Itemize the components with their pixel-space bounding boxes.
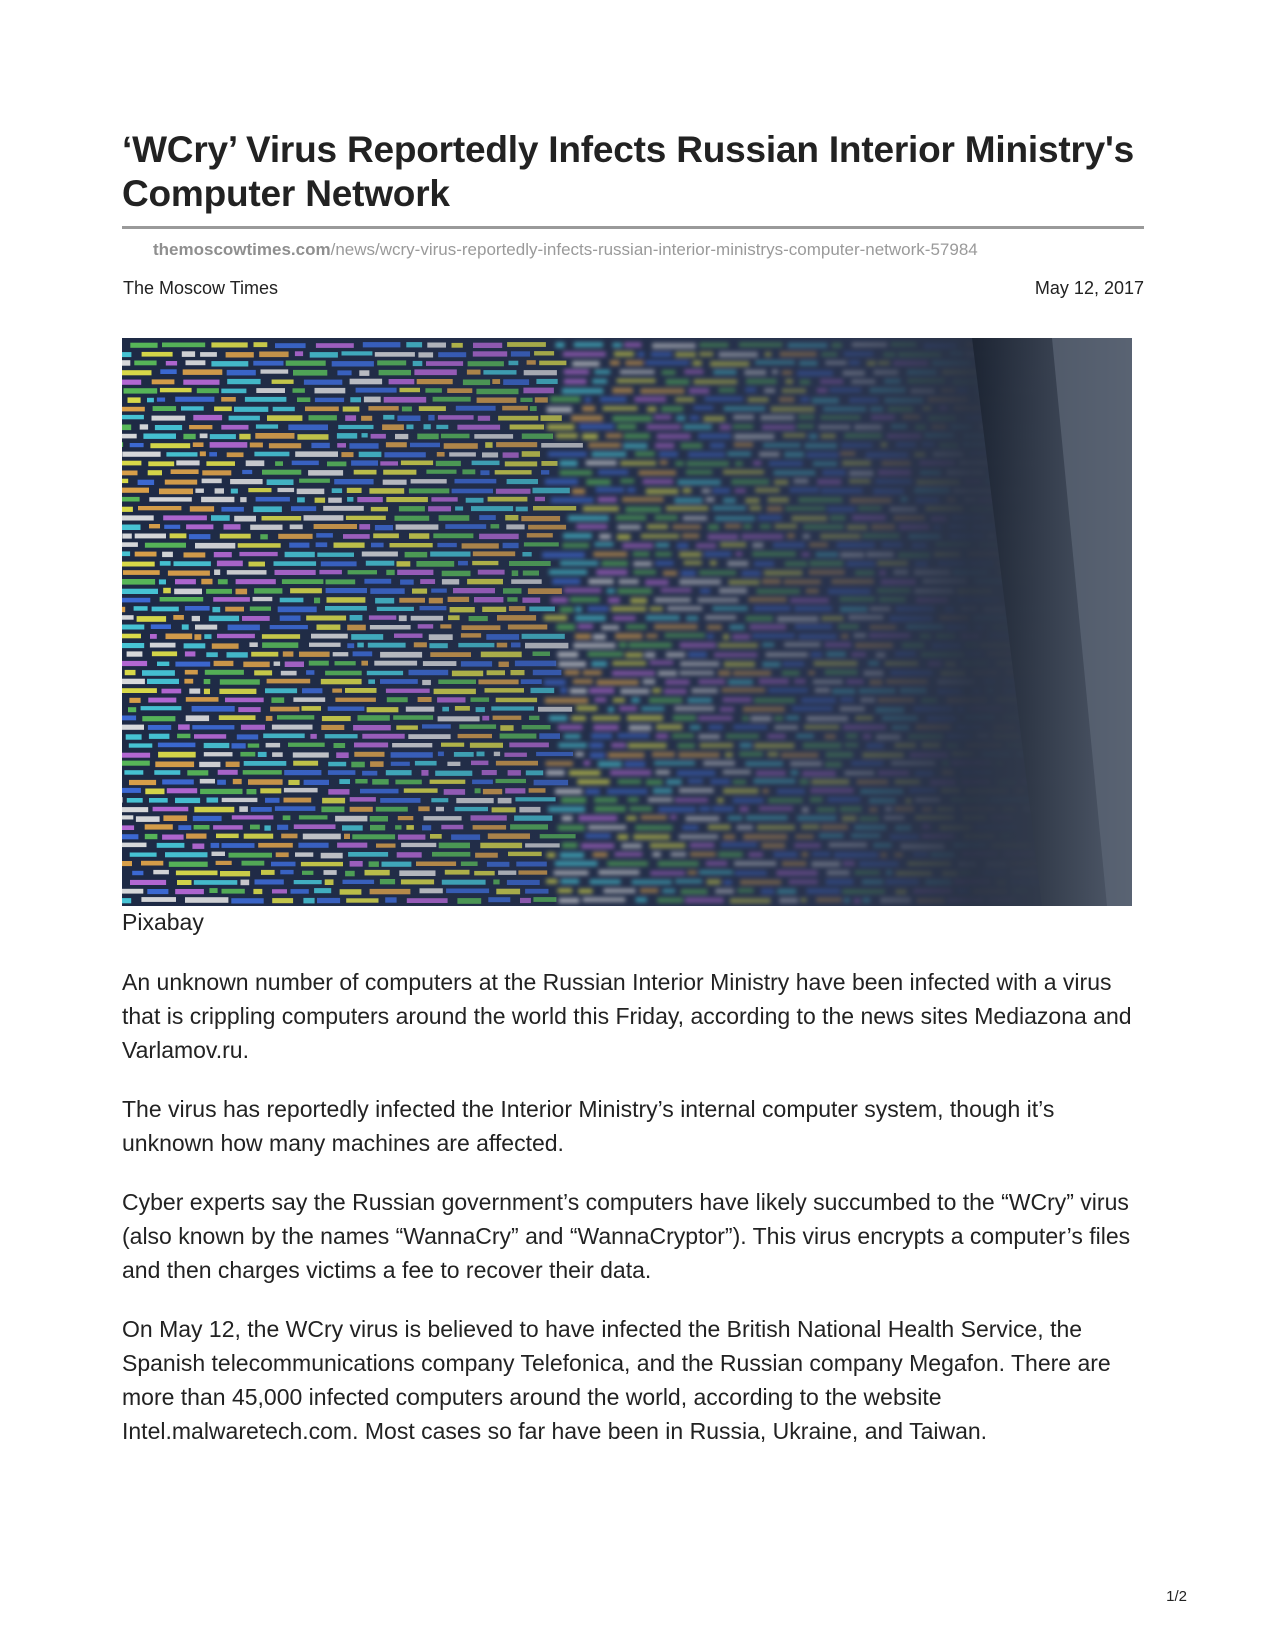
page-number: 1/2 — [1166, 1588, 1187, 1605]
image-caption: Pixabay — [122, 909, 204, 935]
title-divider — [122, 226, 1144, 229]
article-paragraph-1: An unknown number of computers at the Russian Interior Ministry have been infected with a virus that is crippling computers around the world this Friday, according to the news sites Mediazona and Varlamov.ru. — [122, 969, 1132, 1063]
article-hero-image — [122, 338, 1132, 906]
article-title: ‘WCry’ Virus Reportedly Infects Russian Interior Ministry's Computer Network — [122, 129, 1135, 214]
publication-date: May 12, 2017 — [1034, 278, 1144, 298]
source-url-domain[interactable]: themoscowtimes.com — [153, 240, 331, 259]
article-paragraph-4: On May 12, the WCry virus is believed to have infected the British National Health Service, the Spanish telecommunications company Telefonica, and the Russian company Megafon. There are more than 45,000 infected computers around the world, according to the website Intel.malwaretech.com. Most cases so far have been in Russia, Ukraine, and Taiwan. — [122, 1316, 1111, 1444]
publication-name: The Moscow Times — [123, 278, 279, 298]
article-paragraph-3: Cyber experts say the Russian government’s computers have likely succumbed to the “WCry” virus (also known by the names “WannaCry” and “WannaCryptor”). This virus encrypts a computer’s files and then charges victims a fee to recover their data. — [122, 1189, 1131, 1283]
article-paragraph-2: The virus has reportedly infected the Interior Ministry’s internal computer system, though it’s unknown how many machines are affected. — [122, 1096, 1055, 1156]
source-url-path[interactable]: /news/wcry-virus-reportedly-infects-russian-interior-ministrys-computer-network-57984 — [330, 240, 978, 259]
source-url[interactable] — [153, 239, 978, 261]
code-screen-photo — [122, 338, 1132, 906]
depth-fade — [122, 338, 1132, 906]
